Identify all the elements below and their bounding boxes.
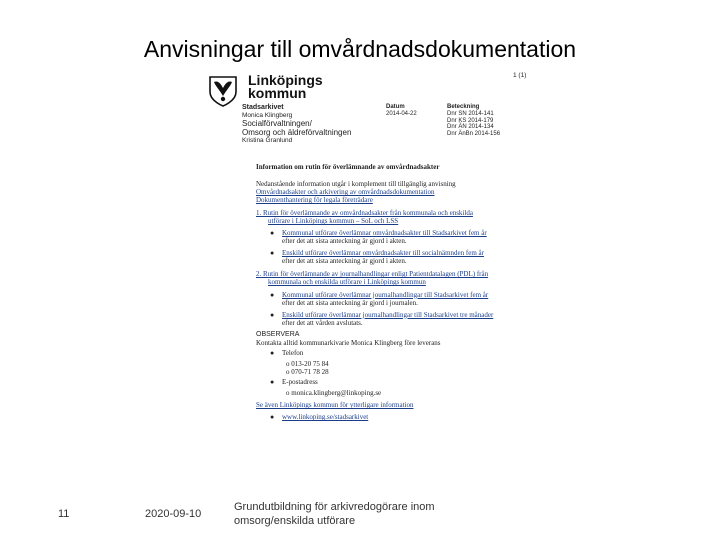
intro-link[interactable]: Dokumenthantering för legala företrädare	[256, 196, 373, 205]
page-number: 1 (1)	[513, 72, 527, 79]
footer-text: Grundutbildning för arkivredogörare inom omsorg/enskilda utförare	[234, 501, 435, 527]
bullet-item: ● Enskild utförare överlämnar omvårdnadsakter till socialnämnden fem år efter det att sista anteckning är gjord i akten.	[270, 249, 484, 266]
see-also-text: Se även Linköpings kommun för ytterligare information	[256, 401, 414, 410]
contact-text: Kontakta alltid kommunarkivarie Monica Klingberg före leverans	[256, 338, 441, 347]
section-title: Information om rutin för överlämnande av omvårdnadsakter	[256, 163, 440, 171]
reference-block: Beteckning Dnr SN 2014-141 Dnr KS 2014-179 Dnr ÄN 2014-134 Dnr ÄnBn 2014-156	[447, 104, 501, 138]
phone-number: o 013-20 75 84	[286, 359, 329, 368]
bullet-icon: ●	[270, 413, 275, 422]
numbered-item[interactable]: 2. Rutin för överlämnande av journalhandlingar enligt Patientdatalagen (PDL) från kommunala och enskilda utförare i Linköpings kommun	[256, 270, 489, 287]
web-link[interactable]: www.linkoping.se/stadsarkivet	[282, 413, 369, 422]
coat-of-arms-icon	[206, 74, 240, 108]
email-address: o monica.klingberg@linkoping.se	[286, 388, 382, 397]
bullet-icon: ●	[270, 310, 275, 319]
bullet-icon: ●	[270, 229, 275, 238]
bullet-item: ● E-postadress	[270, 377, 318, 386]
bullet-icon: ●	[270, 377, 275, 386]
bullet-item	[264, 413, 526, 421]
slide-number: 11	[58, 508, 70, 520]
phone-number: o 070-71 78 28	[286, 367, 329, 376]
bullet-item: ● Enskild utförare överlämnar journalhandlingar till Stadsarkivet tre månader efter det att vården avslutats.	[270, 310, 494, 327]
bullet-icon: ●	[270, 249, 275, 258]
bullet-item: ● Kommunal utförare överlämnar omvårdnadsakter till Stadsarkivet fem år efter det att sista anteckning är gjord i akten.	[270, 229, 487, 246]
sender-block: Stadsarkivet Monica Klingberg Socialförvaltningen/ Omsorg och äldreförvaltningen Kristina Granlund	[242, 104, 352, 145]
slide-date: 2020-09-10	[145, 508, 202, 520]
numbered-item[interactable]: 1. Rutin för överlämnande av omvårdnadsakter från kommunala och enskilda utförare i Linköpings kommun – SoL och LSS	[256, 209, 473, 226]
bullet-item: ● Telefon	[270, 348, 304, 357]
slide-title: Anvisningar till omvårdnadsdokumentation	[143, 36, 577, 62]
document-body	[256, 180, 526, 424]
intro-link[interactable]: Omvårdnadsakter och arkivering av omvårdnadsdokumentation	[256, 188, 435, 197]
organization-name: Linköpings kommun	[248, 72, 323, 101]
bullet-icon: ●	[270, 290, 275, 299]
bullet-icon: ●	[270, 348, 275, 357]
document-page	[200, 68, 530, 488]
intro-text: Nedanstående information utgår i komplement till tillgänglig anvisning Omvårdnadsakter och arkivering av omvårdnadsdokumentation Dokumenthantering för legala företrädare	[256, 180, 526, 204]
date-block: Datum 2014-04-22	[386, 104, 417, 117]
bullet-item: ● Kommunal utförare överlämnar journalhandlingar till Stadsarkivet fem år efter det att sista anteckning är gjord i journalen.	[270, 290, 489, 307]
observe-heading: OBSERVERA	[256, 330, 300, 338]
